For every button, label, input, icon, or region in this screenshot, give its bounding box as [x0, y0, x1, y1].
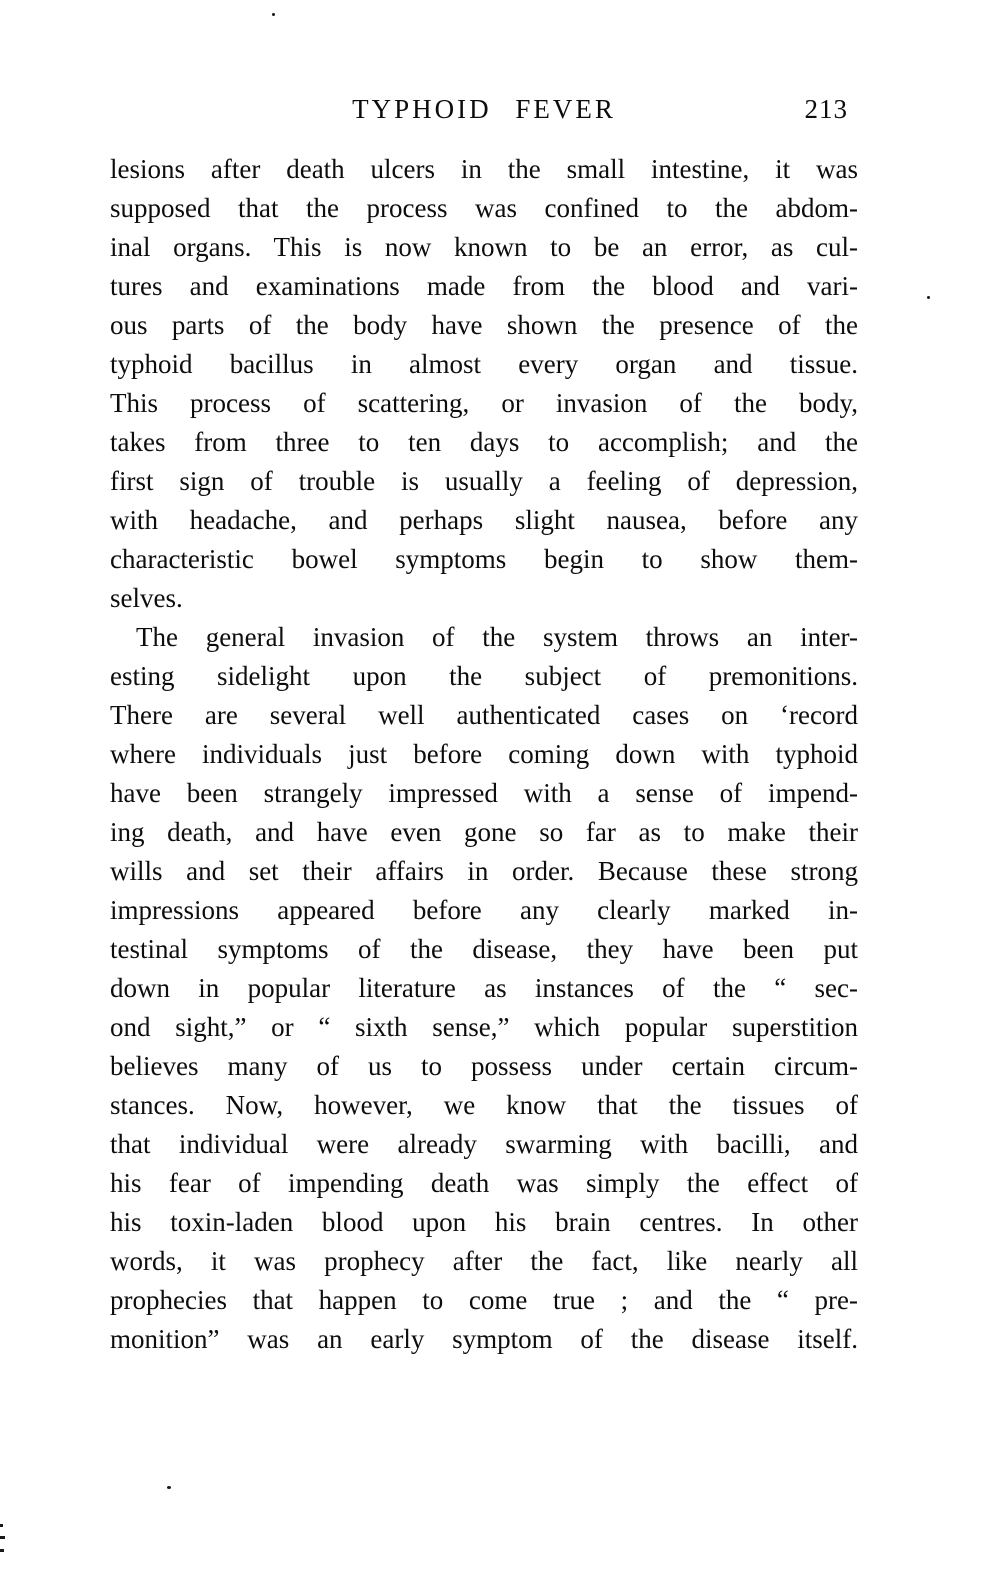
running-head	[110, 92, 858, 126]
text-line: takes from three to ten days to accomplish; and the	[110, 427, 858, 457]
text-line: ous parts of the body have shown the presence of the	[110, 310, 858, 340]
text-line: lesions after death ulcers in the small intestine, it was	[110, 154, 858, 184]
text-line: testinal symptoms of the disease, they have been put	[110, 934, 858, 964]
text-line: his toxin-laden blood upon his brain centres. In other	[110, 1207, 858, 1237]
text-line: wills and set their affairs in order. Because these strong	[110, 856, 858, 886]
scan-artifact-dot	[927, 296, 930, 299]
text-line: down in popular literature as instances of the “ sec-	[110, 973, 858, 1003]
text-line: typhoid bacillus in almost every organ and tissue.	[110, 349, 858, 379]
text-line: tures and examinations made from the blood and vari-	[110, 271, 858, 301]
text-line: prophecies that happen to come true ; and the “ pre-	[110, 1285, 858, 1315]
page-number: 213	[804, 94, 848, 124]
paragraph	[110, 618, 858, 1359]
text-line: with headache, and perhaps slight nausea, before any	[110, 505, 858, 535]
text-line: esting sidelight upon the subject of premonitions.	[110, 661, 858, 691]
text-line: words, it was prophecy after the fact, like nearly all	[110, 1246, 858, 1276]
text-line: have been strangely impressed with a sense of impend-	[110, 778, 858, 808]
text-line: stances. Now, however, we know that the tissues of	[110, 1090, 858, 1120]
body-text	[110, 150, 858, 1359]
text-line: that individual were already swarming with bacilli, and	[110, 1129, 858, 1159]
text-line: There are several well authenticated cases on ‘record	[110, 700, 858, 730]
scan-artifact-edge-mark	[0, 1524, 3, 1527]
text-line: his fear of impending death was simply the effect of	[110, 1168, 858, 1198]
running-title: TYPHOID FEVER	[352, 94, 616, 124]
text-line: first sign of trouble is usually a feeling of depression,	[110, 466, 858, 496]
text-column	[110, 92, 858, 1359]
text-line: ond sight,” or “ sixth sense,” which popular superstition	[110, 1012, 858, 1042]
scan-artifact-dot	[167, 1486, 171, 1489]
text-line: The general invasion of the system throws an inter-	[136, 622, 858, 652]
text-line: supposed that the process was confined to the abdom-	[110, 193, 858, 223]
text-line: monition” was an early symptom of the disease itself.	[110, 1324, 858, 1354]
text-line: inal organs. This is now known to be an error, as cul-	[110, 232, 858, 262]
text-line: impressions appeared before any clearly marked in-	[110, 895, 858, 925]
text-line: ing death, and have even gone so far as to make their	[110, 817, 858, 847]
text-line: where individuals just before coming down with typhoid	[110, 739, 858, 769]
text-line: believes many of us to possess under certain circum-	[110, 1051, 858, 1081]
paragraph	[110, 150, 858, 618]
text-line: selves.	[110, 583, 183, 613]
text-line: characteristic bowel symptoms begin to show them-	[110, 544, 858, 574]
text-line: This process of scattering, or invasion of the body,	[110, 388, 858, 418]
scan-artifact-dot	[272, 13, 275, 16]
scan-artifact-edge-mark	[0, 1536, 5, 1539]
scan-artifact-edge-mark	[0, 1549, 4, 1552]
